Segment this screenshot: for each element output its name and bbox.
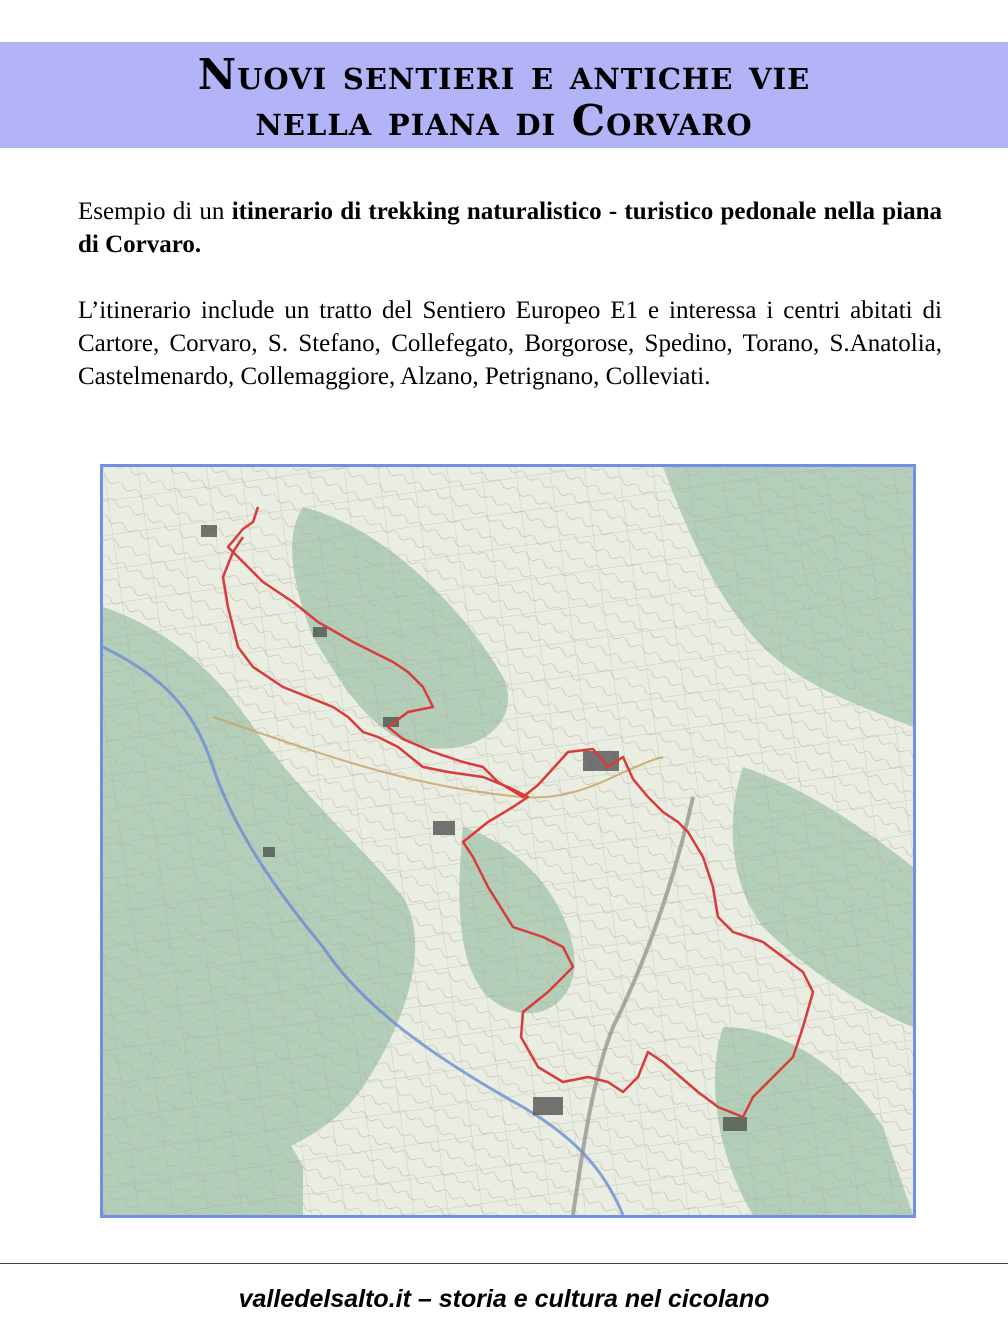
intro-lead: Esempio di un <box>78 198 232 225</box>
intro-text <box>78 195 942 393</box>
footer-divider <box>0 1263 1008 1264</box>
intro-highlight: itinerario di trekking naturalistico - turistico pedonale nella piana di Corvaro. <box>78 198 942 258</box>
title-line-1: Nuovi sentieri e antiche vie <box>197 50 811 99</box>
title-line-2: nella piana di Corvaro <box>255 96 753 145</box>
intro-paragraph-1 <box>78 195 942 261</box>
map-graphic <box>103 467 913 1215</box>
footer-text: valledelsalto.it – storia e cultura nel cicolano <box>238 1285 770 1313</box>
intro-paragraph-2: L’itinerario include un tratto del Sentiero Europeo E1 e interessa i centri abitati di Cartore, Corvaro, S. Stefano, Collefegato, Borgorose, Spedino, Torano, S.Anatolia, Castelmenardo, Collemaggiore, Alzano, Petrignano, Colleviati. <box>78 297 942 390</box>
topographic-map <box>100 464 916 1218</box>
title-banner <box>0 42 1008 148</box>
